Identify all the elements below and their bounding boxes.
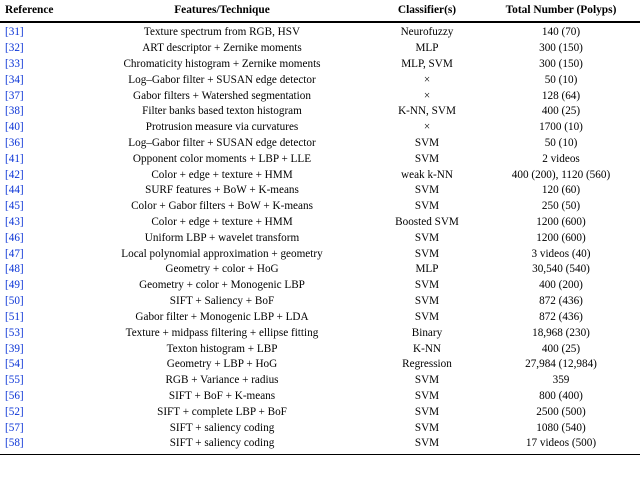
cell-reference [0,341,72,357]
citation-link[interactable]: [39] [5,342,24,355]
citation-link[interactable]: [55] [5,374,24,387]
cell-total-number: 18,968 (230) [532,326,590,339]
cell-total-number: 120 (60) [541,184,581,197]
cell-features: Geometry + color + HoG [165,263,279,276]
cell-reference [0,41,72,57]
table-header [0,0,640,22]
cell-classifier: Binary [411,326,443,339]
table-row [0,183,640,199]
cell-total-number: 872 (436) [539,295,583,308]
cell-reference [0,310,72,326]
citation-link[interactable]: [38] [5,105,24,118]
citation-link[interactable]: [57] [5,421,24,434]
cell-total-number: 3 videos (40) [531,247,591,260]
table-row [0,325,640,341]
citation-link[interactable]: [46] [5,231,24,244]
table-row [0,199,640,215]
citation-link[interactable]: [33] [5,57,24,70]
table-row [0,57,640,73]
cell-features: SIFT + complete LBP + BoF [157,405,287,418]
cell-features: Chromaticity histogram + Zernike moments [123,57,321,70]
table-row [0,262,640,278]
citation-link[interactable]: [47] [5,247,24,260]
cell-total-number: 1700 (10) [539,121,583,134]
cell-features: Protrusion measure via curvatures [145,121,299,134]
table-row [0,120,640,136]
column-header-total-number: Total Number (Polyps) [505,4,617,16]
cell-reference [0,183,72,199]
cell-reference [0,389,72,405]
cell-features: Filter banks based texton histogram [142,105,302,118]
cell-total-number: 140 (70) [541,26,581,39]
cell-reference [0,373,72,389]
table-body [0,25,640,452]
cell-features: Local polynomial approximation + geometry [121,247,323,260]
cell-features: SIFT + BoF + K-means [168,389,276,402]
cell-features: SIFT + saliency coding [169,421,275,434]
cell-total-number: 400 (200) [539,279,583,292]
citation-link[interactable]: [45] [5,200,24,213]
cell-features: ART descriptor + Zernike moments [142,42,302,55]
cell-features: Uniform LBP + wavelet transform [144,231,300,244]
cell-features: Color + Gabor filters + BoW + K-means [131,200,313,213]
table-row [0,405,640,421]
cell-total-number: 2500 (500) [536,405,586,418]
cell-classifier: Neurofuzzy [400,26,454,39]
cell-classifier: SVM [414,437,440,450]
cell-features: Color + edge + texture + HMM [151,168,293,181]
citation-link[interactable]: [42] [5,168,24,181]
cell-features: Log–Gabor filter + SUSAN edge detector [128,73,316,86]
citation-link[interactable]: [37] [5,89,24,102]
cell-reference [0,436,72,452]
cell-features: Geometry + LBP + HoG [166,358,278,371]
cell-reference [0,136,72,152]
table-row [0,104,640,120]
table-header-row [0,0,640,22]
citation-link[interactable]: [54] [5,358,24,371]
cell-features: Color + edge + texture + HMM [151,216,293,229]
cell-total-number: 300 (150) [539,57,583,70]
table-row [0,231,640,247]
cell-reference [0,231,72,247]
table-row [0,136,640,152]
cell-reference [0,405,72,421]
cell-total-number: 2 videos [542,152,580,165]
cell-total-number: 300 (150) [539,42,583,55]
cell-features: Texture + midpass filtering + ellipse fitting [125,326,319,339]
citation-link[interactable]: [52] [5,405,24,418]
table-row [0,215,640,231]
cell-total-number: 400 (25) [541,342,581,355]
table-row [0,436,640,452]
cell-classifier: SVM [414,279,440,292]
cell-total-number: 128 (64) [541,89,581,102]
cell-total-number: 250 (50) [541,200,581,213]
cell-features: Opponent color moments + LBP + LLE [132,152,312,165]
citation-link[interactable]: [36] [5,136,24,149]
cell-classifier: MLP [415,42,439,55]
column-header-reference: Reference [5,4,54,16]
cell-features: Geometry + color + Monogenic LBP [139,279,305,292]
cell-features: Texton histogram + LBP [166,342,278,355]
cell-classifier: K-NN, SVM [398,105,456,118]
citation-link[interactable]: [56] [5,389,24,402]
cell-classifier: × [423,73,431,86]
table-row [0,373,640,389]
cell-reference [0,152,72,168]
table-row [0,310,640,326]
table-row [0,341,640,357]
cell-classifier: SVM [414,184,440,197]
citation-link[interactable]: [31] [5,26,24,39]
cell-classifier: SVM [414,421,440,434]
cell-total-number: 359 [552,374,570,387]
cell-reference [0,294,72,310]
cell-total-number: 872 (436) [539,310,583,323]
citation-link[interactable]: [50] [5,295,24,308]
cell-total-number: 800 (400) [539,389,583,402]
cell-features: Texture spectrum from RGB, HSV [143,26,301,39]
citation-link[interactable]: [53] [5,326,24,339]
cell-features: RGB + Variance + radius [165,374,279,387]
table-row [0,357,640,373]
cell-reference [0,167,72,183]
table-bottom-rule [0,454,640,455]
citation-link[interactable]: [43] [5,216,24,229]
cell-features: SIFT + Saliency + BoF [169,295,275,308]
table-row [0,25,640,41]
cell-reference [0,420,72,436]
cell-classifier: Regression [402,358,452,371]
cell-total-number: 1200 (600) [536,216,586,229]
cell-classifier: × [423,121,431,134]
cell-reference [0,25,72,41]
cell-classifier: SVM [414,152,440,165]
cell-reference [0,57,72,73]
cell-total-number: 1080 (540) [536,421,586,434]
cell-classifier: SVM [414,200,440,213]
cell-total-number: 17 videos (500) [525,437,597,450]
table-row [0,420,640,436]
cell-reference [0,72,72,88]
cell-classifier: SVM [414,405,440,418]
cell-classifier: × [423,89,431,102]
column-header-features: Features/Technique [174,4,270,16]
citation-link[interactable]: [34] [5,73,24,86]
citation-link[interactable]: [48] [5,263,24,276]
cell-classifier: SVM [414,231,440,244]
cell-features: SIFT + saliency coding [169,437,275,450]
cell-classifier: MLP, SVM [401,57,453,70]
table-row [0,389,640,405]
citation-link[interactable]: [49] [5,279,24,292]
cell-reference [0,120,72,136]
cell-reference [0,88,72,104]
table-row [0,278,640,294]
cell-reference [0,262,72,278]
table-row [0,72,640,88]
cell-classifier: MLP [415,263,439,276]
citation-link[interactable]: [58] [5,437,24,450]
cell-classifier: SVM [414,310,440,323]
cell-classifier: SVM [414,389,440,402]
table-row [0,294,640,310]
cell-reference [0,325,72,341]
cell-total-number: 1200 (600) [536,231,586,244]
cell-reference [0,357,72,373]
cell-classifier: weak k-NN [401,168,453,181]
cell-total-number: 50 (10) [544,136,578,149]
cell-classifier: SVM [414,295,440,308]
table-row [0,167,640,183]
citation-link[interactable]: [32] [5,42,24,55]
citation-link[interactable]: [40] [5,121,24,134]
cell-classifier: SVM [414,247,440,260]
cell-reference [0,199,72,215]
table-row [0,246,640,262]
cell-classifier: Boosted SVM [395,216,459,229]
cell-reference [0,215,72,231]
cell-reference [0,278,72,294]
cell-classifier: SVM [414,136,440,149]
cell-total-number: 27,984 (12,984) [525,358,597,371]
table-row [0,88,640,104]
cell-reference [0,104,72,120]
citation-link[interactable]: [51] [5,310,24,323]
table-row [0,152,640,168]
cell-features: Gabor filter + Monogenic LBP + LDA [135,310,309,323]
cell-features: Log–Gabor filter + SUSAN edge detector [128,136,316,149]
cell-total-number: 30,540 (540) [532,263,590,276]
cell-total-number: 400 (200), 1120 (560) [511,168,611,181]
cell-classifier: SVM [414,374,440,387]
cell-total-number: 400 (25) [541,105,581,118]
cell-features: SURF features + BoW + K-means [145,184,299,197]
table-row [0,41,640,57]
cell-features: Gabor filters + Watershed segmentation [133,89,311,102]
cell-reference [0,246,72,262]
column-header-classifier: Classifier(s) [397,4,457,16]
cell-classifier: K-NN [413,342,441,355]
cell-total-number: 50 (10) [544,73,578,86]
citation-link[interactable]: [44] [5,184,24,197]
citation-link[interactable]: [41] [5,152,24,165]
